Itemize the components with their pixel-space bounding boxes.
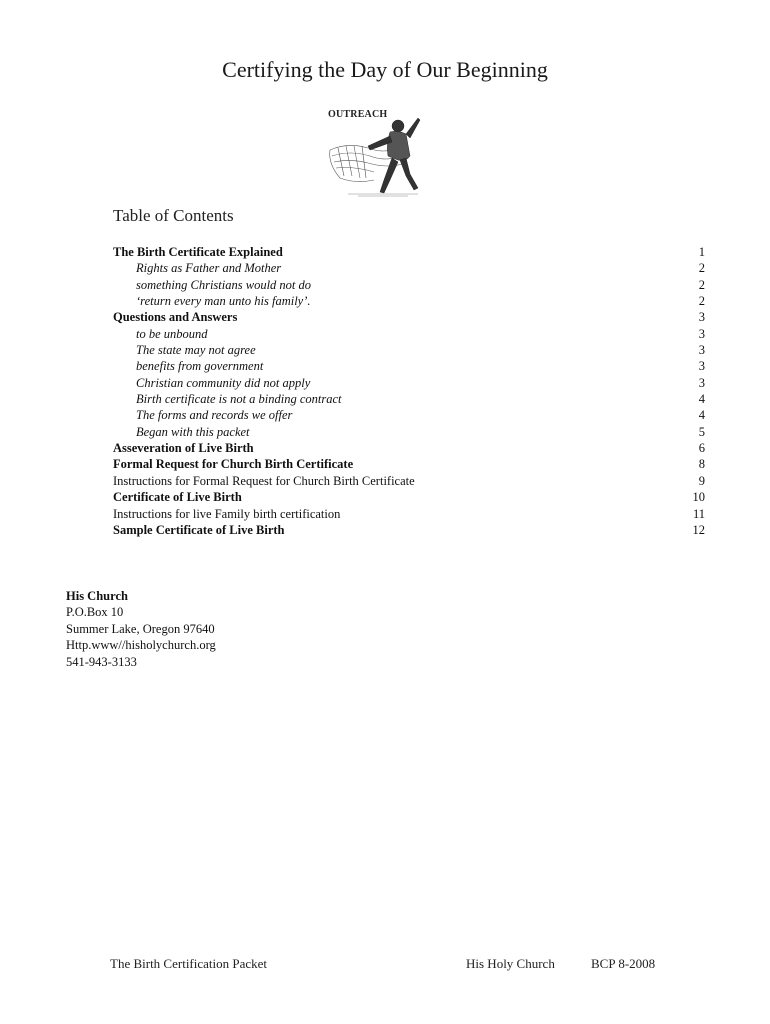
toc-entry-label: Formal Request for Church Birth Certificate [113, 457, 354, 472]
table-of-contents [113, 244, 705, 538]
address-po-box: P.O.Box 10 [66, 605, 124, 620]
toc-entry[interactable] [113, 375, 705, 391]
toc-entry[interactable] [113, 456, 705, 472]
toc-entry-page: 3 [698, 343, 705, 358]
toc-entry-label: Instructions for Formal Request for Church Birth Certificate [113, 473, 415, 488]
toc-entry[interactable] [113, 407, 705, 423]
toc-entry[interactable] [113, 391, 705, 407]
footer-organization: His Holy Church [466, 956, 555, 971]
toc-entry[interactable] [113, 244, 705, 260]
toc-entry[interactable] [113, 424, 705, 440]
address-city: Summer Lake, Oregon 97640 [66, 621, 215, 636]
toc-entry-label: Questions and Answers [113, 310, 238, 325]
toc-entry[interactable] [113, 358, 705, 374]
toc-entry-page: 3 [698, 359, 705, 374]
toc-entry[interactable] [113, 473, 705, 489]
toc-entry-label: something Christians would not do [136, 277, 312, 292]
footer-title: The Birth Certification Packet [110, 956, 268, 971]
contact-address [66, 588, 216, 670]
toc-entry-page: 11 [692, 506, 705, 521]
toc-entry[interactable] [113, 440, 705, 456]
toc-entry-page: 10 [692, 490, 705, 505]
toc-entry-label: Birth certificate is not a binding contract [136, 392, 342, 407]
toc-entry[interactable] [113, 277, 705, 293]
toc-entry-label: Began with this packet [136, 424, 250, 439]
toc-entry-label: to be unbound [136, 326, 208, 341]
toc-entry-label: The state may not agree [136, 343, 256, 358]
toc-entry-page: 3 [698, 326, 705, 341]
toc-entry-label: Asseveration of Live Birth [113, 441, 254, 456]
document-title: Certifying the Day of Our Beginning [222, 57, 548, 82]
toc-heading: Table of Contents [113, 206, 234, 225]
toc-entry[interactable] [113, 260, 705, 276]
toc-entry[interactable] [113, 342, 705, 358]
toc-entry-label: Rights as Father and Mother [136, 261, 282, 276]
organization-name: His Church [66, 589, 128, 603]
toc-entry-page: 2 [698, 277, 705, 292]
toc-entry-label: ‘return every man unto his family’. [136, 294, 311, 309]
toc-entry-label: benefits from government [136, 359, 264, 374]
toc-entry-page: 6 [698, 441, 705, 456]
logo-caption: OUTREACH [328, 109, 388, 120]
toc-entry-page: 4 [698, 408, 705, 423]
toc-entry-page: 8 [698, 457, 705, 472]
toc-entry[interactable] [113, 522, 705, 538]
toc-entry[interactable] [113, 293, 705, 309]
footer-doc-code: BCP 8-2008 [591, 956, 656, 971]
toc-entry-page: 2 [698, 294, 705, 309]
toc-entry-page: 3 [698, 310, 705, 325]
toc-entry-label: The Birth Certificate Explained [113, 245, 283, 259]
toc-entry-label: Sample Certificate of Live Birth [113, 522, 285, 537]
outreach-logo [328, 104, 424, 200]
toc-entry-page: 3 [698, 375, 705, 390]
toc-entry-label: Christian community did not apply [136, 375, 311, 390]
toc-entry-page: 12 [692, 522, 705, 537]
toc-entry-page: 4 [698, 392, 705, 407]
toc-entry-label: Instructions for live Family birth certification [113, 506, 341, 521]
toc-entry-page: 2 [698, 261, 705, 276]
toc-entry-label: Certificate of Live Birth [113, 490, 242, 505]
toc-entry[interactable] [113, 309, 705, 325]
toc-entry[interactable] [113, 506, 705, 522]
toc-entry-label: The forms and records we offer [136, 408, 293, 423]
toc-entry[interactable] [113, 326, 705, 342]
toc-entry-page: 5 [698, 424, 705, 439]
toc-entry-page: 1 [698, 245, 705, 259]
toc-entry[interactable] [113, 489, 705, 505]
address-website[interactable]: Http.www//hisholychurch.org [66, 638, 216, 653]
address-phone: 541-943-3133 [66, 654, 137, 669]
toc-entry-page: 9 [698, 473, 705, 488]
